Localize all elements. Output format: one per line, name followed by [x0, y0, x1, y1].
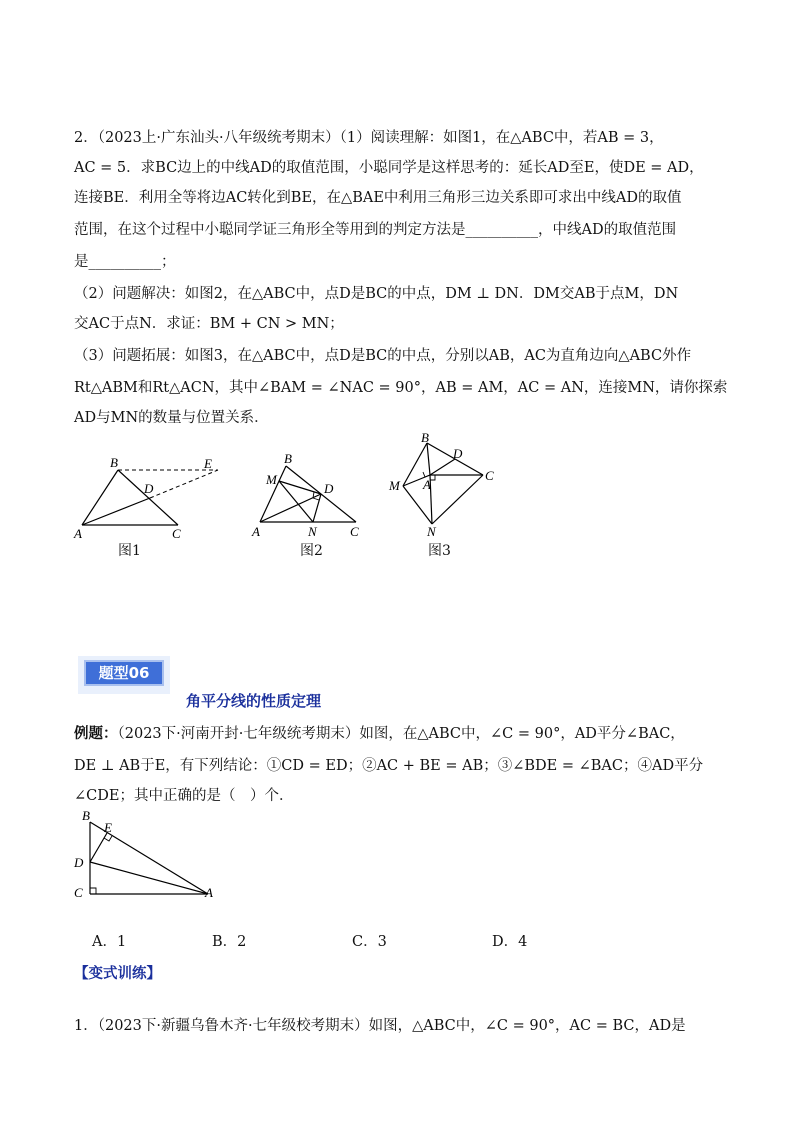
section-badge — [78, 656, 170, 694]
q2-line-2: AC = 5．求BC边上的中线AD的取值范围，小聪同学是这样思考的：延长AD至E，使DE = AD， — [74, 160, 704, 176]
figure-3-drawing — [385, 430, 510, 545]
variant-label: 【变式训练】 — [74, 966, 161, 982]
example-line-1 — [74, 724, 685, 744]
figure-4-drawing — [70, 808, 230, 898]
figure-1-caption: 图1 — [118, 543, 141, 559]
figure-2 — [250, 448, 375, 548]
q2-line-5: 是__________； — [74, 254, 176, 270]
q2-line-6: （2）问题解决：如图2，在△ABC中，点D是BC的中点，DM ⊥ DN．DM交AB于点M，DN — [74, 286, 679, 302]
q2-line-10: AD与MN的数量与位置关系． — [74, 410, 269, 426]
figure-1 — [70, 448, 240, 548]
figure-2-drawing — [250, 448, 375, 548]
fig2-label-m: M — [266, 472, 277, 487]
fig3-label-n: N — [427, 524, 436, 539]
example-line-2: DE ⊥ AB于E，有下列结论：①CD = ED；②AC + BE = AB；③∠BDE = ∠BAC；④AD平分 — [74, 758, 704, 774]
figure-3-caption: 图3 — [428, 543, 451, 559]
variant-question-1: 1．（2023下·新疆乌鲁木齐·七年级校考期末）如图，△ABC中，∠C = 90°，AC = BC，AD是 — [74, 1018, 686, 1034]
figure-3 — [385, 430, 510, 545]
fig3-label-m: M — [389, 478, 400, 493]
fig2-label-n: N — [308, 524, 317, 539]
fig3-label-d: D — [453, 446, 463, 461]
q2-line-1: 2．（2023上·广东汕头·八年级统考期末）（1）阅读理解：如图1，在△ABC中，若AB = 3， — [74, 130, 664, 146]
q2-line-7: 交AC于点N．求证：BM + CN > MN； — [74, 316, 344, 332]
fig2-label-b: B — [284, 451, 292, 466]
fig2-label-a: A — [252, 524, 260, 539]
q2-line-8: （3）问题拓展：如图3，在△ABC中，点D是BC的中点，分别以AB，AC为直角边向△ABC外作 — [74, 348, 692, 364]
fig3-label-c: C — [485, 468, 494, 483]
figure-1-drawing — [70, 448, 240, 548]
option-b: B．2 — [212, 934, 247, 950]
fig3-label-a: A — [423, 477, 431, 492]
fig1-label-d: D — [144, 481, 154, 496]
fig1-label-b: B — [110, 455, 118, 470]
fig1-label-c: C — [172, 526, 181, 541]
option-c: C．3 — [352, 934, 387, 950]
fig2-label-d: D — [324, 481, 334, 496]
q2-line-3: 连接BE．利用全等将边AC转化到BE，在△BAE中利用三角形三边关系即可求出中线AD的取值 — [74, 190, 682, 206]
q2-line-9: Rt△ABM和Rt△ACN，其中∠BAM = ∠NAC = 90°，AB = AM，AC = AN，连接MN，请你探索 — [74, 380, 728, 396]
section-badge-label: 题型06 — [84, 660, 164, 686]
option-d: D．4 — [492, 934, 528, 950]
fig4-label-d: D — [74, 855, 84, 870]
section-title: 角平分线的性质定理 — [186, 692, 322, 710]
q2-line-4: 范围，在这个过程中小聪同学证三角形全等用到的判定方法是__________，中线AD的取值范围 — [74, 222, 677, 238]
example-line-3: ∠CDE；其中正确的是（ ）个． — [74, 788, 294, 804]
fig4-label-e: E — [104, 820, 112, 835]
fig1-label-e: E — [204, 456, 212, 471]
fig2-label-c: C — [350, 524, 359, 539]
fig3-label-b: B — [421, 430, 429, 445]
fig1-label-a: A — [74, 526, 82, 541]
fig4-label-a: A — [205, 885, 213, 898]
example-text-1: （2023下·河南开封·七年级统考期末）如图，在△ABC中，∠C = 90°，AD平分∠BAC， — [117, 726, 685, 742]
option-a: A．1 — [92, 934, 127, 950]
figure-2-caption: 图2 — [300, 543, 323, 559]
figure-4 — [70, 808, 230, 898]
fig4-label-b: B — [82, 808, 90, 823]
fig4-label-c: C — [74, 885, 83, 898]
example-prefix: 例题： — [74, 725, 118, 742]
